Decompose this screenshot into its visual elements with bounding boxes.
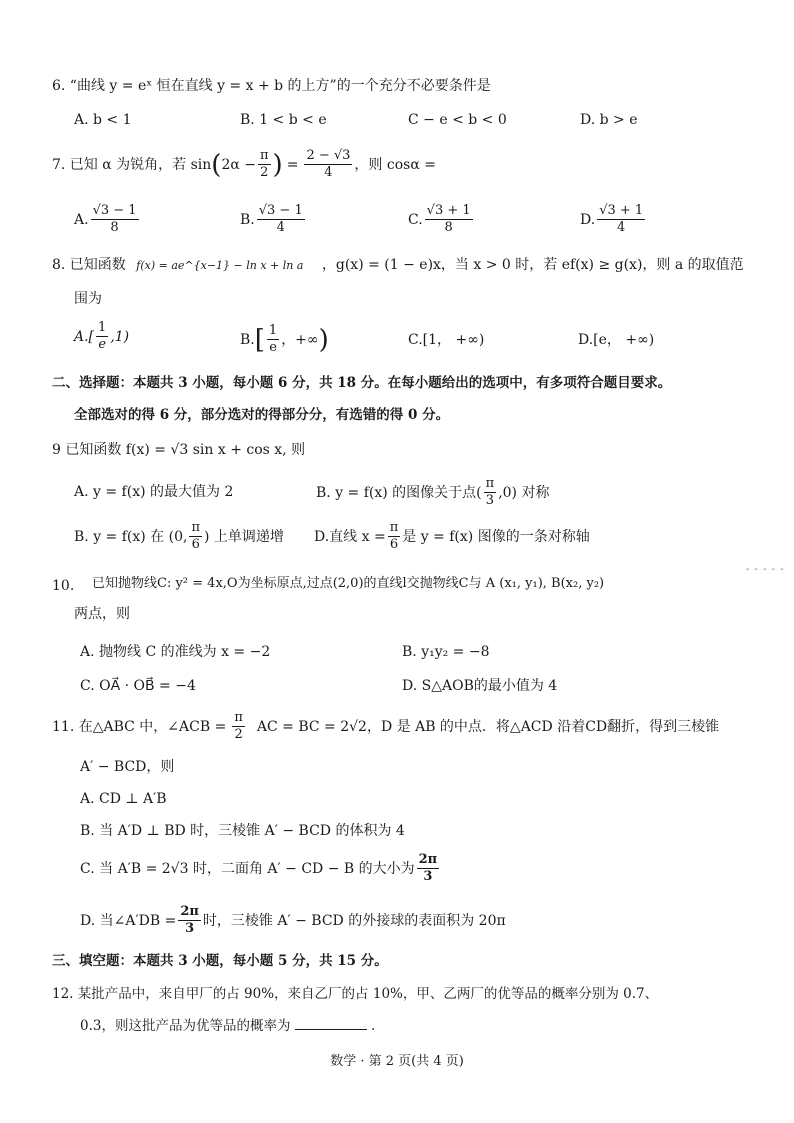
q12-answer-blank [295,1015,367,1030]
q6-stem: 6. “曲线 y = eˣ 恒在直线 y = x + b 的上方”的一个充分不必要条件是 [52,78,491,94]
q7-option-d: D. $\frac{√3 + 1}{4}$ [580,203,644,235]
q9-option-b: B. y = f(x) 的图像关于点( $\frac{\pi}{3}$ ,0) 对称 [316,476,550,508]
q12-line2: 0.3，则这批产品为优等品的概率为 ． [80,1015,385,1036]
q11-option-b: B. 当 A′D ⊥ BD 时，三棱锥 A′ − BCD 的体积为 4 [80,823,405,839]
q8-option-b: B. [ $\frac{1}{e}$ ，+∞ ) [240,323,329,355]
q10-option-b: B. y₁y₂ = −8 [402,644,490,660]
q10-option-a: A. 抛物线 C 的准线为 x = −2 [80,644,271,660]
q7-suffix: ，则 cosα = [354,156,436,173]
q9-stem: 9 已知函数 f(x) = √3 sin x + cos x, 则 [52,442,306,458]
q7-prefix: 7. 已知 α 为锐角，若 sin [52,156,212,173]
margin-dots: - - - - - [746,564,785,575]
q6-option-a: A. b < 1 [74,112,132,128]
q10-stem: 已知抛物线C: y² = 4x,O为坐标原点,过点(2,0)的直线l交抛物线C与 A (x₁, y₁), B(x₂, y₂) [92,576,605,591]
q11-option-c: C. 当 A′B = 2√3 时，二面角 A′ − CD − B 的大小为 $\frac{2\pi}{3}$ [80,852,438,884]
q7-eq: = [286,156,299,173]
q6-option-b: B. 1 < b < e [240,112,327,128]
q7-option-c: C. $\frac{√3 + 1}{8}$ [408,203,471,235]
section2-line1: 二、选择题：本题共 3 小题，每小题 6 分，共 18 分。在每小题给出的选项中，有多项符合题目要求。 [52,375,672,391]
q7-stem: 7. 已知 α 为锐角，若 sin ( 2α − $\frac{\pi}{2}$ ) = $\frac{2 - √3}{4}$ ，则 cosα = [52,148,436,180]
q8-func: f(x) = ae^{x−1} − ln x + ln a [136,259,304,272]
section3-header: 三、填空题：本题共 3 小题，每小题 5 分，共 15 分。 [52,953,388,969]
q11-option-d: D. 当∠A′DB = $\frac{2\pi}{3}$ 时，三棱锥 A′ − BCD 的外接球的表面积为 20π [80,904,506,936]
q8-option-c: C.[1， +∞) [408,332,485,348]
q8-line2: 围为 [74,291,102,307]
q11-stem: 11. 在△ABC 中，∠ACB = $\frac{\pi}{2}$ AC = BC = 2√2，D 是 AB 的中点．将△ACD 沿着CD翻折，得到三棱锥 [52,710,720,742]
q8-option-a: A.[ $\frac{1}{e}$ ,1) [74,320,130,352]
q6-option-d: D. b > e [580,112,638,128]
q10-option-d: D. S△AOB的最小值为 4 [402,678,558,694]
q9-option-b2: B. y = f(x) 在 (0, $\frac{\pi}{6}$ ) 上单调递增 [74,520,284,552]
q7-option-b: B. $\frac{√3 - 1}{4}$ [240,203,303,235]
q9-option-d: D.直线 x = $\frac{\pi}{6}$ 是 y = f(x) 图像的一条对称轴 [314,520,590,552]
q7-rhs: $\frac{2 - √3}{4}$ [306,148,351,180]
q10-stem2: 两点，则 [74,606,130,622]
q10-number: 10. [52,578,75,594]
q6-option-c: C − e < b < 0 [408,112,507,128]
q7-inner: 2α − [221,156,256,173]
q11-option-a: A. CD ⊥ A′B [80,791,167,807]
q7-pi-over-2: $\frac{\pi}{2}$ [260,148,269,180]
q10-option-c: C. OA⃗ · OB⃗ = −4 [80,678,196,694]
page-footer: 数学 · 第 2 页(共 4 页) [330,1054,464,1069]
q11-line2: A′ − BCD，则 [80,759,175,775]
section2-line2: 全部选对的得 6 分，部分选对的得部分分，有选错的得 0 分。 [74,407,450,423]
q8-option-d: D.[e， +∞) [578,332,655,348]
q8-line1: 8. 已知函数 f(x) = ae^{x−1} − ln x + ln a ，g(x) = (1 − e)x，当 x > 0 时，若 ef(x) ≥ g(x)，则 a 的取值范 [52,257,744,273]
q7-option-a: A. $\frac{√3 - 1}{8}$ [74,203,137,235]
q12-line1: 12. 某批产品中，来自甲厂的占 90%，来自乙厂的占 10%，甲、乙两厂的优等品的概率分别为 0.7、 [52,986,659,1002]
q9-option-a: A. y = f(x) 的最大值为 2 [74,484,234,500]
